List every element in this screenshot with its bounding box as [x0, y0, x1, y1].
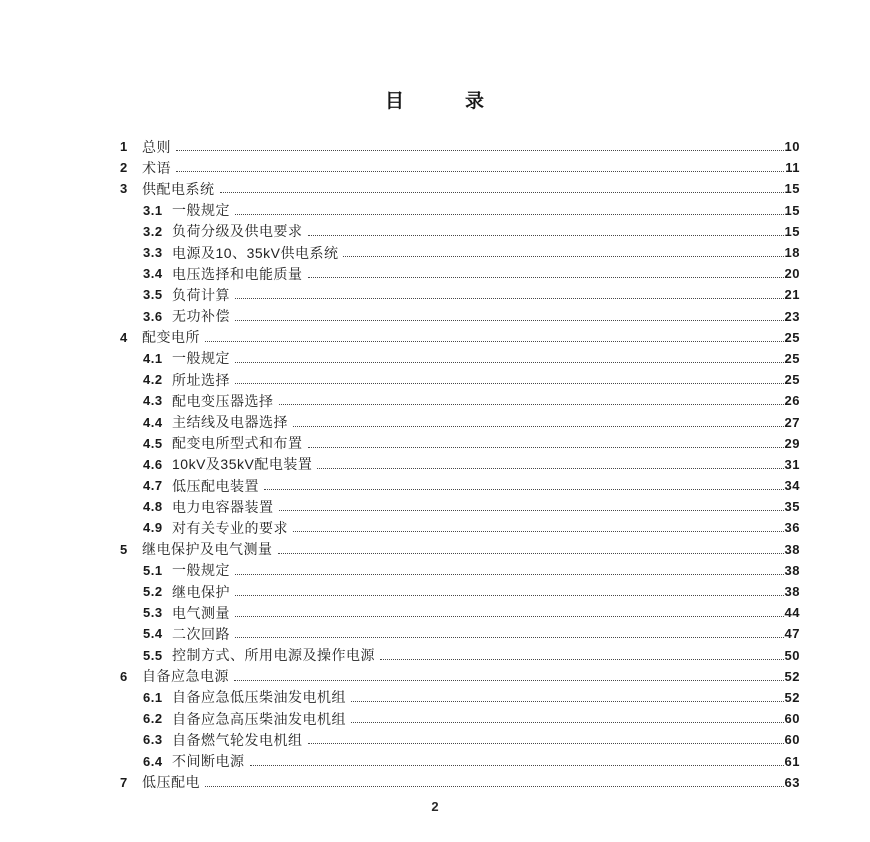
toc-entry-number: 3.2	[143, 223, 163, 239]
dotted-leader	[380, 651, 784, 660]
toc-entry	[120, 136, 800, 157]
dotted-leader	[308, 227, 784, 236]
toc-entry-page: 20	[784, 266, 800, 282]
toc-entry-label: 一般规定	[172, 350, 230, 367]
dotted-leader	[176, 142, 784, 151]
toc-entry-number: 4.4	[143, 414, 163, 430]
toc-entry-label: 负荷分级及供电要求	[172, 223, 303, 240]
toc-entry-label: 负荷计算	[172, 286, 230, 303]
dotted-leader	[279, 396, 784, 405]
toc-entry	[120, 708, 800, 729]
toc-entry-number: 4.8	[143, 499, 163, 515]
dotted-leader	[308, 735, 784, 744]
toc-entry-number: 5	[120, 541, 128, 557]
toc-entry	[120, 475, 800, 496]
toc-entry-number: 6.3	[143, 732, 163, 748]
toc-entry-label: 10kV及35kV配电装置	[172, 456, 313, 473]
dotted-leader	[279, 502, 784, 511]
dotted-leader	[235, 290, 784, 299]
toc-entry-label: 主结线及电器选择	[172, 414, 288, 431]
toc-entry-number: 3.6	[143, 308, 163, 324]
toc-entry	[120, 623, 800, 644]
dotted-leader	[205, 333, 784, 342]
toc-entry-number: 3	[120, 181, 128, 197]
toc-entry-label: 自备应急电源	[142, 668, 229, 685]
dotted-leader	[308, 439, 784, 448]
dotted-leader	[351, 693, 784, 702]
toc-entry	[120, 390, 800, 411]
toc-entry-label: 电力电容器装置	[172, 498, 274, 515]
toc-entry	[120, 687, 800, 708]
dotted-leader	[278, 545, 784, 554]
toc-entry	[120, 581, 800, 602]
toc-entry-number: 2	[120, 160, 128, 176]
toc-entry-number: 6	[120, 668, 128, 684]
toc-entry-label: 所址选择	[172, 371, 230, 388]
dotted-leader	[205, 778, 784, 787]
toc-entry-number: 3.5	[143, 287, 163, 303]
toc-entry-page: 18	[784, 245, 800, 261]
toc-entry-number: 4.3	[143, 393, 163, 409]
toc-entry	[120, 750, 800, 771]
toc-entry-page: 15	[784, 223, 800, 239]
page-number: 2	[431, 799, 439, 814]
toc-entry-number: 4.6	[143, 456, 163, 472]
toc-entry-number: 3.1	[143, 202, 163, 218]
toc-entry	[120, 433, 800, 454]
toc-entry-label: 自备应急高压柴油发电机组	[172, 710, 346, 727]
dotted-leader	[264, 481, 784, 490]
toc-entry-number: 6.4	[143, 753, 163, 769]
toc-entry-number: 1	[120, 139, 128, 155]
toc-entry	[120, 517, 800, 538]
toc-entry-page: 52	[784, 668, 800, 684]
toc-entry-label: 低压配电装置	[172, 477, 259, 494]
toc-entry	[120, 157, 800, 178]
toc-entry	[120, 242, 800, 263]
toc-entry-label: 配变电所型式和布置	[172, 435, 303, 452]
toc-entry-label: 低压配电	[142, 774, 200, 791]
toc-entry-label: 继电保护及电气测量	[142, 541, 273, 558]
toc-entry-page: 35	[784, 499, 800, 515]
page-title: 目 录	[384, 91, 485, 112]
toc-entry	[120, 772, 800, 793]
toc-entry-page: 60	[784, 732, 800, 748]
dotted-leader	[220, 184, 784, 193]
toc-entry-page: 38	[784, 584, 800, 600]
toc-entry-label: 电气测量	[172, 604, 230, 621]
toc-entry-page: 10	[784, 139, 800, 155]
toc-entry-page: 11	[785, 160, 800, 176]
toc-entry-label: 自备应急低压柴油发电机组	[172, 689, 346, 706]
toc-entry	[120, 411, 800, 432]
dotted-leader	[235, 375, 784, 384]
toc-entry-number: 5.3	[143, 605, 163, 621]
dotted-leader	[308, 269, 784, 278]
toc-entry-number: 7	[120, 774, 128, 790]
toc-entry	[120, 178, 800, 199]
toc-entry-page: 27	[784, 414, 800, 430]
toc-entry-label: 一般规定	[172, 202, 230, 219]
toc-entry-page: 47	[784, 626, 800, 642]
toc-entry	[120, 306, 800, 327]
toc-entry-number: 4.1	[143, 350, 163, 366]
toc-entry-page: 25	[784, 350, 800, 366]
toc-entry-label: 对有关专业的要求	[172, 519, 288, 536]
toc-entry-page: 50	[784, 647, 800, 663]
toc-entry-label: 供配电系统	[142, 180, 215, 197]
toc-entry-number: 4.7	[143, 478, 163, 494]
dotted-leader	[293, 418, 784, 427]
toc-entry-number: 4.2	[143, 372, 163, 388]
toc-entry-number: 5.2	[143, 584, 163, 600]
toc-entry-page: 25	[784, 329, 800, 345]
toc-entry-page: 21	[784, 287, 800, 303]
dotted-leader	[351, 714, 784, 723]
dotted-leader	[234, 672, 784, 681]
toc-entry-label: 控制方式、所用电源及操作电源	[172, 647, 375, 664]
dotted-leader	[250, 757, 784, 766]
toc-entry	[120, 221, 800, 242]
toc-entry-page: 36	[784, 520, 800, 536]
toc-entry	[120, 348, 800, 369]
toc-entry	[120, 729, 800, 750]
dotted-leader	[235, 587, 784, 596]
toc-entry-label: 二次回路	[172, 625, 230, 642]
dotted-leader	[235, 566, 784, 575]
toc-entry-page: 38	[784, 541, 800, 557]
dotted-leader	[343, 248, 783, 257]
toc-entry	[120, 263, 800, 284]
toc-entry-page: 31	[784, 456, 800, 472]
dotted-leader	[235, 608, 784, 617]
toc-entry-number: 4	[120, 329, 128, 345]
toc-entry	[120, 560, 800, 581]
toc-entry-label: 总则	[142, 138, 171, 155]
toc-entry-label: 不间断电源	[172, 753, 245, 770]
toc-entry-label: 无功补偿	[172, 308, 230, 325]
toc-entry-number: 5.4	[143, 626, 163, 642]
dotted-leader	[235, 206, 784, 215]
toc-list	[120, 136, 800, 793]
dotted-leader	[235, 629, 784, 638]
toc-entry-number: 4.9	[143, 520, 163, 536]
toc-entry-page: 44	[784, 605, 800, 621]
toc-entry-number: 6.1	[143, 689, 163, 705]
toc-entry	[120, 666, 800, 687]
toc-entry	[120, 539, 800, 560]
toc-entry	[120, 645, 800, 666]
toc-entry-label: 自备燃气轮发电机组	[172, 731, 303, 748]
toc-entry-page: 15	[784, 181, 800, 197]
toc-entry-page: 60	[784, 711, 800, 727]
toc-entry-number: 5.1	[143, 562, 163, 578]
toc-entry	[120, 454, 800, 475]
toc-entry	[120, 327, 800, 348]
toc-entry-label: 配电变压器选择	[172, 392, 274, 409]
toc-entry-number: 5.5	[143, 647, 163, 663]
toc-entry-label: 电压选择和电能质量	[172, 265, 303, 282]
toc-entry-page: 29	[784, 435, 800, 451]
toc-entry-page: 52	[784, 689, 800, 705]
toc-entry	[120, 200, 800, 221]
toc-entry-page: 38	[784, 562, 800, 578]
toc-entry-number: 3.3	[143, 245, 163, 261]
toc-entry-label: 配变电所	[142, 329, 200, 346]
toc-entry-label: 电源及10、35kV供电系统	[172, 244, 339, 261]
dotted-leader	[317, 460, 783, 469]
toc-entry	[120, 369, 800, 390]
toc-entry-page: 61	[784, 753, 800, 769]
toc-entry-number: 4.5	[143, 435, 163, 451]
dotted-leader	[235, 354, 784, 363]
dotted-leader	[293, 523, 784, 532]
toc-entry-page: 26	[784, 393, 800, 409]
toc-entry	[120, 284, 800, 305]
toc-entry	[120, 602, 800, 623]
toc-entry-number: 3.4	[143, 266, 163, 282]
toc-entry-number: 6.2	[143, 711, 163, 727]
dotted-leader	[176, 163, 784, 172]
toc-entry-page: 25	[784, 372, 800, 388]
toc-entry-page: 34	[784, 478, 800, 494]
toc-entry-label: 一般规定	[172, 562, 230, 579]
toc-entry	[120, 496, 800, 517]
toc-entry-page: 63	[784, 774, 800, 790]
toc-entry-label: 继电保护	[172, 583, 230, 600]
dotted-leader	[235, 312, 784, 321]
toc-entry-page: 23	[784, 308, 800, 324]
toc-entry-label: 术语	[142, 159, 171, 176]
toc-entry-page: 15	[784, 202, 800, 218]
